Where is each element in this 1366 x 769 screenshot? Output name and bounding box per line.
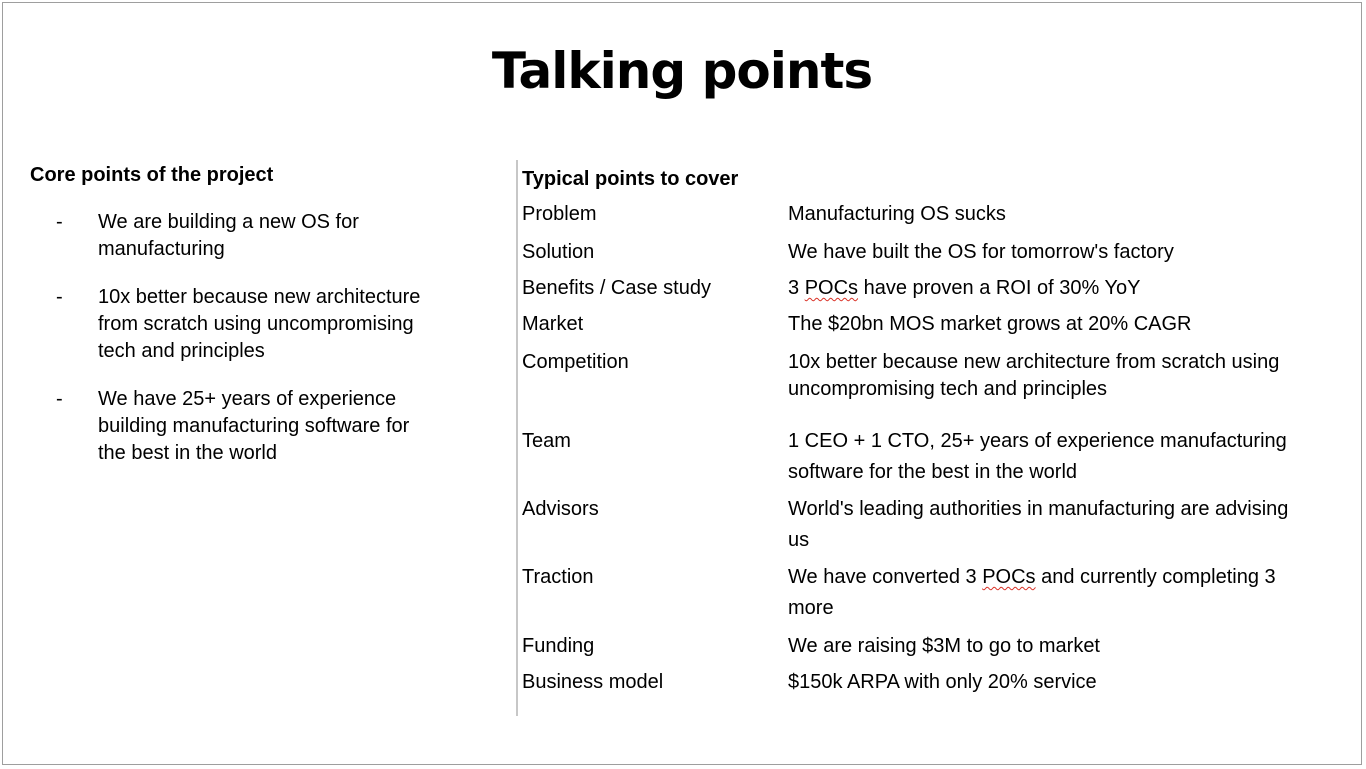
row-label: Business model [522,671,664,693]
row-value: $150k ARPA with only 20% service [788,671,1097,693]
value-text: and currently completing 3 more [788,566,1276,619]
bullet-text: We are building a new OS for manufacturing [98,211,359,260]
row-label: Benefits / Case study [522,277,711,299]
dash-bullet-icon: - [56,286,63,308]
row-value [788,562,1308,624]
slide-title: Talking points [491,42,873,100]
slide [2,2,1362,765]
row-value: 10x better because new architecture from scratch using uncompromising tech and principles [788,351,1280,400]
spellcheck-flagged-word[interactable]: POCs [804,277,859,299]
value-text: We have converted 3 [788,566,983,588]
row-value: Manufacturing OS sucks [788,203,1006,225]
row-label: Market [522,313,584,335]
row-label: Solution [522,241,595,263]
bullet-text: We have 25+ years of experience building manufacturing software for the best in the world [98,388,410,464]
dash-bullet-icon: - [56,211,63,233]
row-label: Traction [522,566,594,588]
row-value [788,275,1308,302]
row-value: World's leading authorities in manufacturing are advising us [788,498,1289,551]
row-label: Advisors [522,498,599,520]
core-points-heading: Core points of the project [30,164,274,186]
value-text: 3 [788,277,805,299]
row-value: 1 CEO + 1 CTO, 25+ years of experience manufacturing software for the best in the world [788,430,1287,483]
row-label: Competition [522,351,629,373]
list-item [30,209,438,263]
core-points-list [30,209,480,467]
value-text: have proven a ROI of 30% YoY [858,277,1141,299]
row-value: We are raising $3M to go to market [788,635,1100,657]
dash-bullet-icon: - [56,388,63,410]
spellcheck-flagged-word[interactable]: POCs [982,566,1036,588]
list-item [30,284,438,365]
row-value: We have built the OS for tomorrow's factory [788,241,1174,263]
column-divider [516,160,518,716]
typical-points-section [522,163,1322,693]
row-label: Problem [522,203,597,225]
list-item [30,386,438,467]
core-points-section [30,161,480,467]
bullet-text: 10x better because new architecture from scratch using uncompromising tech and principles [98,286,421,362]
typical-points-heading: Typical points to cover [522,168,739,190]
row-label: Team [522,430,571,452]
row-value: The $20bn MOS market grows at 20% CAGR [788,313,1192,335]
row-label: Funding [522,635,595,657]
